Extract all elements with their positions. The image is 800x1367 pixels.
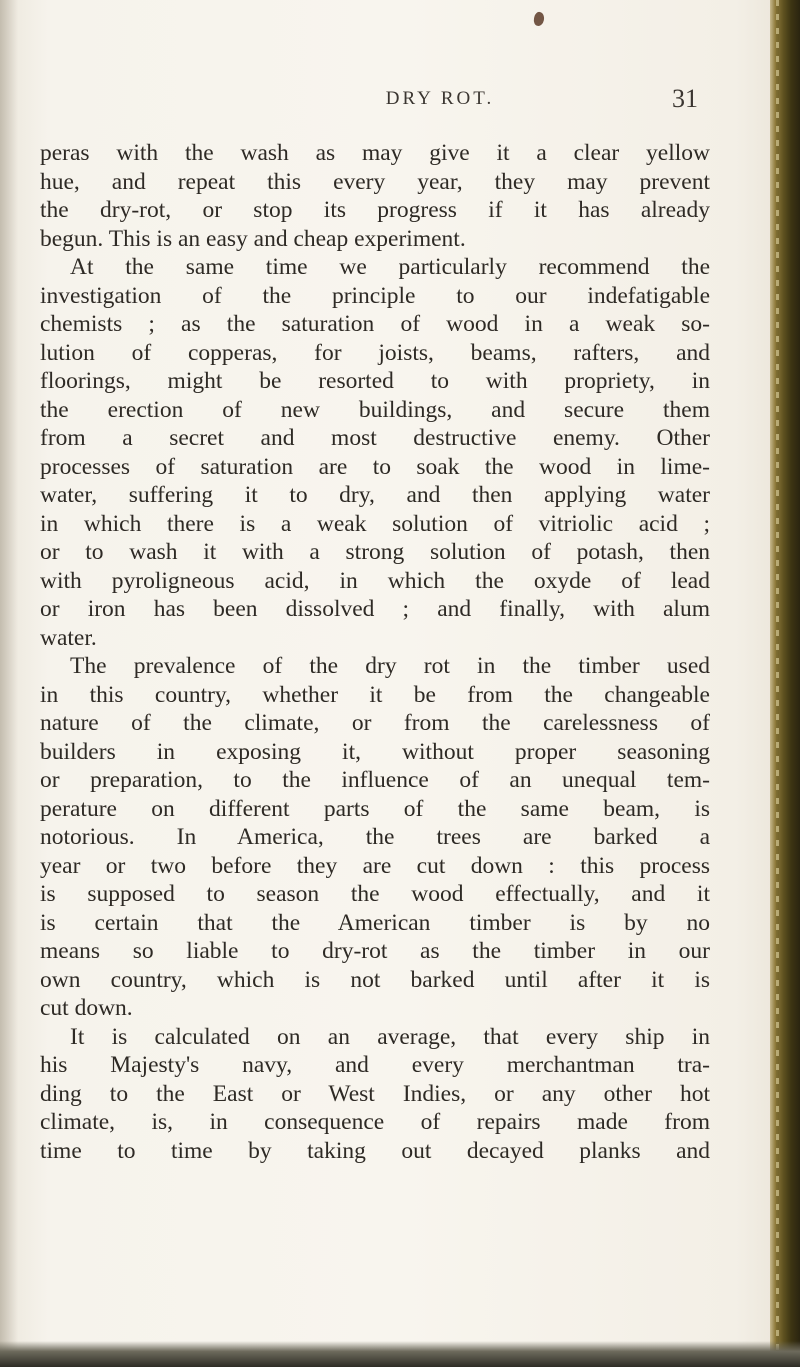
page-header [250, 84, 698, 124]
ink-blot-mark [533, 11, 546, 27]
text-line: floorings, might be resorted to with propriety, in [40, 368, 710, 394]
text-line: his Majesty's navy, and every merchantman tra- [40, 1052, 710, 1078]
text-line: hue, and repeat this every year, they may prevent [40, 168, 710, 195]
text-line: is certain that the American timber is by no [40, 909, 710, 936]
text-line: processes of saturation are to soak the wood in lime- [40, 453, 710, 480]
page-gutter-shadow [0, 0, 18, 1367]
page-bottom-edge [0, 1341, 800, 1367]
text-line: At the same time we particularly recommend the [70, 254, 710, 280]
text-line: or to wash it with a strong solution of potash, then [40, 539, 710, 565]
text-line: lution of copperas, for joists, beams, rafters, and [40, 339, 710, 366]
text-line: The prevalence of the dry rot in the timber used [70, 653, 710, 679]
text-line: climate, is, in consequence of repairs made from [40, 1109, 710, 1135]
text-line: ding to the East or West Indies, or any other hot [40, 1080, 710, 1107]
text-line: It is calculated on an average, that every ship in [70, 1023, 710, 1050]
text-line: is supposed to season the wood effectually, and it [40, 881, 710, 907]
text-line: or preparation, to the influence of an unequal tem- [40, 767, 710, 793]
text-line: in this country, whether it be from the changeable [40, 681, 710, 708]
text-line: year or two before they are cut down : this process [40, 852, 710, 879]
text-line: water, suffering it to dry, and then applying water [40, 482, 710, 508]
text-line: begun. This is an easy and cheap experiment. [40, 225, 466, 252]
text-line: peras with the wash as may give it a clear yellow [40, 140, 710, 166]
text-line: the erection of new buildings, and secure them [40, 396, 710, 423]
text-line: the dry-rot, or stop its progress if it has already [40, 197, 710, 223]
text-line: water. [40, 624, 97, 651]
text-line: nature of the climate, or from the carelessness of [40, 710, 710, 736]
body-text [40, 139, 710, 1165]
running-head: DRY ROT. [385, 88, 495, 109]
text-line: or iron has been dissolved ; and finally, with alum [40, 596, 710, 622]
text-line: means so liable to dry-rot as the timber in our [40, 938, 710, 964]
text-line: chemists ; as the saturation of wood in a weak so- [40, 311, 710, 337]
text-line: from a secret and most destructive enemy. Other [40, 425, 710, 451]
page-number: 31 [672, 84, 698, 113]
text-line: with pyroligneous acid, in which the oxyde of lead [40, 567, 710, 594]
text-line: in which there is a weak solution of vitriolic acid ; [40, 510, 710, 537]
text-line: perature on different parts of the same beam, is [40, 795, 710, 822]
book-spine-edge [770, 0, 800, 1367]
text-line: investigation of the principle to our indefatigable [40, 282, 710, 309]
text-line: own country, which is not barked until after it is [40, 966, 710, 993]
text-line: time to time by taking out decayed planks and [40, 1137, 710, 1164]
text-line: notorious. In America, the trees are barked a [40, 824, 710, 850]
text-line: cut down. [40, 995, 133, 1021]
text-line: builders in exposing it, without proper seasoning [40, 738, 710, 765]
